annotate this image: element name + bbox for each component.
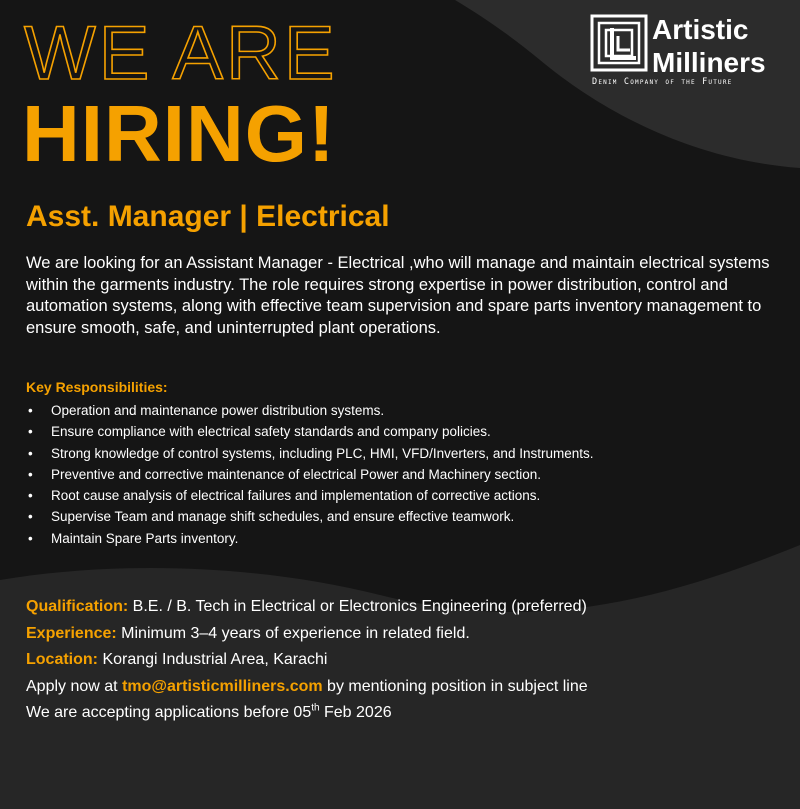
deadline-suffix: Feb 2026 (319, 704, 392, 721)
location-value: Korangi Industrial Area, Karachi (98, 651, 328, 668)
location-label: Location: (26, 651, 98, 668)
deadline-row (26, 700, 786, 727)
bullet-icon: • (28, 403, 33, 418)
qualification-row (26, 594, 786, 621)
list-item (26, 443, 786, 464)
qualification-value: B.E. / B. Tech in Electrical or Electronics Engineering (preferred) (128, 598, 587, 615)
artistic-milliners-logo-mark-icon (590, 14, 648, 72)
list-item-text: Supervise Team and manage shift schedules, and ensure effective teamwork. (51, 509, 515, 525)
responsibilities-list (26, 400, 786, 549)
apply-prefix: Apply now at (26, 677, 123, 695)
list-item (26, 464, 786, 485)
logo-name-line2: Milliners (652, 47, 766, 78)
job-intro: We are looking for an Assistant Manager - Electrical ,who will manage and maintain electrical systems within the garments industry. The role requires strong expertise in power distribution, control and automation systems, along with effective team supervision and spare parts inventory management to ensure smooth, safe, and uninterrupted plant operations. (26, 254, 770, 337)
list-item-text: Root cause analysis of electrical failures and implementation of corrective actions. (51, 488, 541, 504)
list-item-text: Maintain Spare Parts inventory. (51, 530, 239, 546)
list-item-text: Ensure compliance with electrical safety standards and company policies. (51, 424, 491, 440)
bullet-icon: • (28, 530, 33, 546)
experience-row (26, 621, 786, 648)
logo-tagline: Denim Company of the Future (592, 77, 733, 87)
bullet-icon: • (28, 466, 33, 482)
qualification-label: Qualification: (26, 598, 129, 615)
bullet-icon: • (28, 488, 33, 504)
list-item-text: Operation and maintenance power distribution systems. (51, 403, 385, 418)
headline-hiring: HIRING! (22, 89, 336, 178)
list-item (26, 528, 786, 549)
logo-name-line1: Artistic (652, 14, 749, 45)
job-title: Asst. Manager | Electrical (26, 200, 390, 233)
deadline-prefix: We are accepting applications before 05 (26, 704, 312, 721)
experience-label: Experience: (26, 624, 117, 642)
company-logo (590, 14, 790, 90)
list-item-text: Preventive and corrective maintenance of electrical Power and Machinery section. (51, 466, 541, 482)
list-item (26, 421, 786, 442)
responsibilities-heading: Key Responsibilities: (26, 379, 168, 395)
apply-suffix: by mentioning position in subject line (322, 677, 588, 695)
list-item (26, 506, 786, 527)
bullet-icon: • (28, 445, 33, 461)
bullet-icon: • (28, 424, 33, 440)
location-row (26, 647, 786, 674)
experience-value: Minimum 3–4 years of experience in related field. (116, 624, 470, 642)
list-item (26, 400, 786, 421)
job-details (26, 594, 786, 727)
deadline-sup: th (311, 702, 320, 714)
bullet-icon: • (28, 509, 33, 525)
apply-email-link[interactable]: tmo@artisticmilliners.com (122, 677, 323, 695)
list-item (26, 485, 786, 506)
apply-row (26, 674, 786, 701)
headline-we-are: WE ARE (24, 11, 338, 96)
list-item-text: Strong knowledge of control systems, including PLC, HMI, VFD/Inverters, and Instruments. (51, 445, 594, 461)
